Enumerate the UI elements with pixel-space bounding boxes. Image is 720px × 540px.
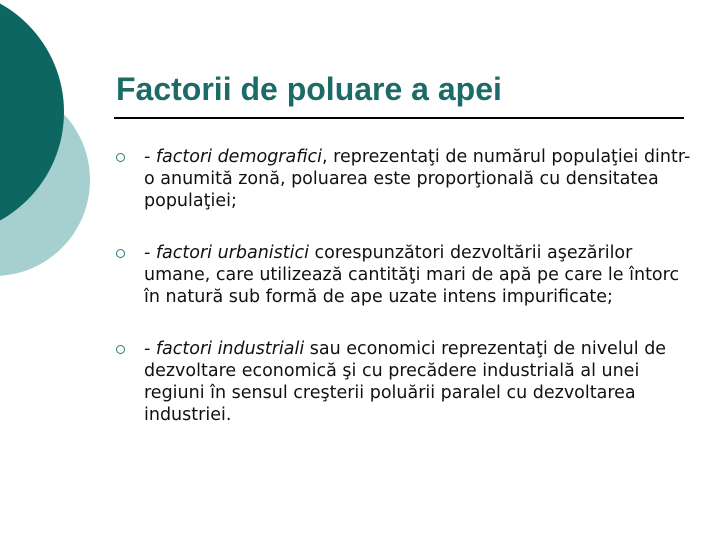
bullet-text: sau economici reprezentaţi de nivelul de dezvoltare economică şi cu precădere industrială al unei regiuni în sensul creşterii poluării paralel cu dezvoltarea industriei. [144, 339, 667, 425]
bullet-italic-term: - factori industriali [144, 339, 305, 359]
bullet-circle-icon [116, 345, 125, 354]
bullet-item [114, 338, 694, 426]
bullet-item [114, 242, 694, 308]
bullet-text: , reprezentaţi de numărul populaţiei dintr-o anumită zonă, poluarea este proporţională cu densitatea populaţiei; [144, 147, 691, 211]
bullet-italic-term: - factori demografici [144, 147, 323, 167]
decorative-circles [0, 0, 120, 300]
bullet-text: corespunzători dezvoltării aşezărilor umane, care utilizează cantităţi mari de apă pe care le întorc în natură sub formă de ape uzate intens impurificate; [144, 243, 680, 307]
bullet-circle-icon [116, 249, 125, 258]
title-divider [114, 117, 684, 119]
bullet-item [114, 146, 694, 212]
bullet-circle-icon [116, 153, 125, 162]
bullet-list [114, 146, 694, 456]
bullet-italic-term: - factori urbanistici [144, 243, 309, 263]
slide-title: Factorii de poluare a apei [116, 71, 502, 107]
